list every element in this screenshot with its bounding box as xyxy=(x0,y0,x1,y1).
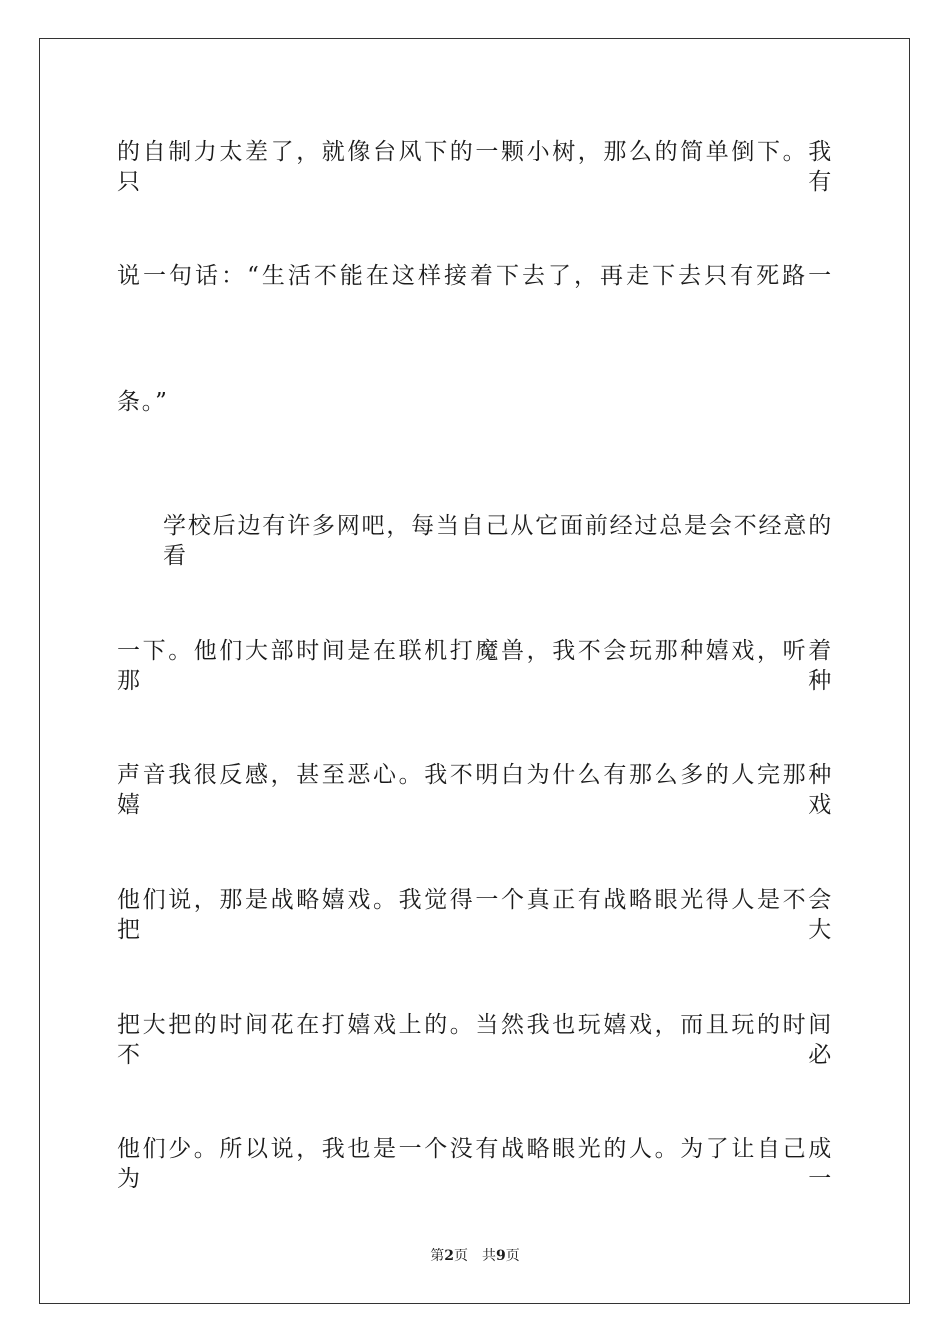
total-page-number: 9 xyxy=(496,1248,506,1264)
text-line-6: 声音我很反感，甚至恶心。我不明白为什么有那么多的人完那种嬉戏 xyxy=(117,762,833,818)
text-line-3: 条。” xyxy=(117,389,169,415)
text-line-2: 说一句话：“生活不能在这样接着下去了，再走下去只有死路一 xyxy=(117,263,833,289)
current-page-number: 2 xyxy=(444,1248,454,1264)
footer-total-prefix: 共 xyxy=(482,1248,496,1264)
text-line-9: 他们少。所以说，我也是一个没有战略眼光的人。为了让自己成为一 xyxy=(117,1136,833,1192)
text-line-5: 一下。他们大部时间是在联机打魔兽，我不会玩那种嬉戏，听着那种 xyxy=(117,638,833,694)
footer-prefix: 第 xyxy=(430,1248,445,1264)
text-line-8: 把大把的时间花在打嬉戏上的。当然我也玩嬉戏，而且玩的时间不必 xyxy=(117,1012,833,1068)
footer-page-suffix: 页 xyxy=(454,1248,468,1264)
text-line-1: 的自制力太差了，就像台风下的一颗小树，那么的简单倒下。我只有 xyxy=(117,139,833,195)
page-footer xyxy=(0,1247,950,1265)
text-line-7: 他们说，那是战略嬉戏。我觉得一个真正有战略眼光得人是不会把大 xyxy=(117,887,833,943)
text-line-4: 学校后边有许多网吧，每当自己从它面前经过总是会不经意的看 xyxy=(163,513,833,569)
footer-total-suffix: 页 xyxy=(505,1248,520,1264)
